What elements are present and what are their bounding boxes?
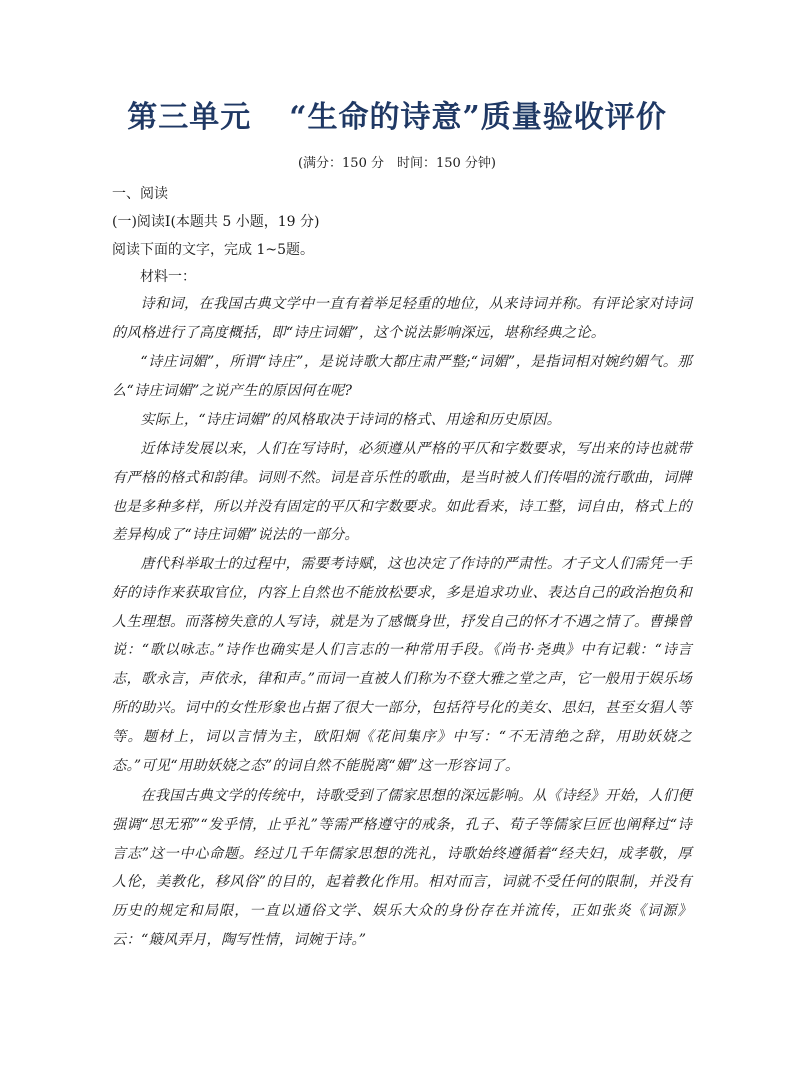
paragraph: 诗和词，在我国古典文学中一直有着举足轻重的地位，从来诗词并称。有评论家对诗词的风格进行了高度概括，即“诗庄词媚”，这个说法影响深远，堪称经典之论。	[112, 296, 692, 341]
paragraph: “诗庄词媚”，所谓“诗庄”，是说诗歌大都庄肃严整;“词媚”，是指词相对婉约媚气。那么“诗庄词媚”之说产生的原因何在呢?	[112, 354, 692, 399]
paragraph: 在我国古典文学的传统中，诗歌受到了儒家思想的深远影响。从《诗经》开始，人们便强调“思无邪”“发乎情，止乎礼”等需严格遵守的戒条，孔子、荀子等儒家巨匠也阐释过“诗言志”这一中心命题。经过几千年儒家思想的洗礼，诗歌始终遵循着“经夫妇，成孝敬，厚人伦，美教化，移风俗”的目的，起着教化作用。相对而言，词就不受任何的限制，并没有历史的规定和局限，一直以通俗文学、娱乐大众的身份存在并流传，正如张炎《词源》云：“簸风弄月，陶写性情，词婉于诗。”	[112, 788, 692, 948]
material-label: 材料一：	[140, 269, 196, 285]
unit-label: 第三单元	[127, 100, 252, 135]
section-heading-reading: 一、阅读	[112, 186, 168, 202]
page-title	[0, 92, 794, 136]
reading-instruction: 阅读下面的文字，完成 1~5题。	[112, 242, 314, 258]
reading-one-heading: (一)阅读Ⅰ(本题共 5 小题，19 分)	[112, 214, 320, 230]
score-time-info: (满分：150 分 时间：150 分钟)	[297, 156, 497, 171]
title-text: “生命的诗意”质量验收评价	[289, 100, 667, 135]
paragraph: 近体诗发展以来，人们在写诗时，必须遵从严格的平仄和字数要求，写出来的诗也就带有严格的格式和韵律。词则不然。词是音乐性的歌曲，是当时被人们传唱的流行歌曲，词牌也是多种多样，所以并没有固定的平仄和字数要求。如此看来，诗工整，词自由，格式上的差异构成了“诗庄词媚”说法的一部分。	[112, 441, 692, 544]
paragraph: 唐代科举取士的过程中，需要考诗赋，这也决定了作诗的严肃性。才子文人们需凭一手好的诗作来获取官位，内容上自然也不能放松要求，多是追求功业、表达自己的政治抱负和人生理想。而落榜失意的人写诗，就是为了感慨身世，抒发自己的怀才不遇之情了。曹操曾说：“歌以咏志。”诗作也确实是人们言志的一种常用手段。《尚书·尧典》中有记载：“诗言志，歌永言，声依永，律和声。”而词一直被人们称为不登大雅之堂之声，它一般用于娱乐场所的助兴。词中的女性形象也占据了很大一部分，包括符号化的美女、思妇，甚至女猖人等等。题材上，词以言情为主，欧阳炯《花间集序》中写：“不无清绝之辞，用助妖娆之态。”可见“用助妖娆之态”的词自然不能脱离“媚”这一形容词了。	[112, 556, 692, 774]
paragraph: 实际上，“诗庄词媚”的风格取决于诗词的格式、用途和历史原因。	[140, 412, 562, 428]
